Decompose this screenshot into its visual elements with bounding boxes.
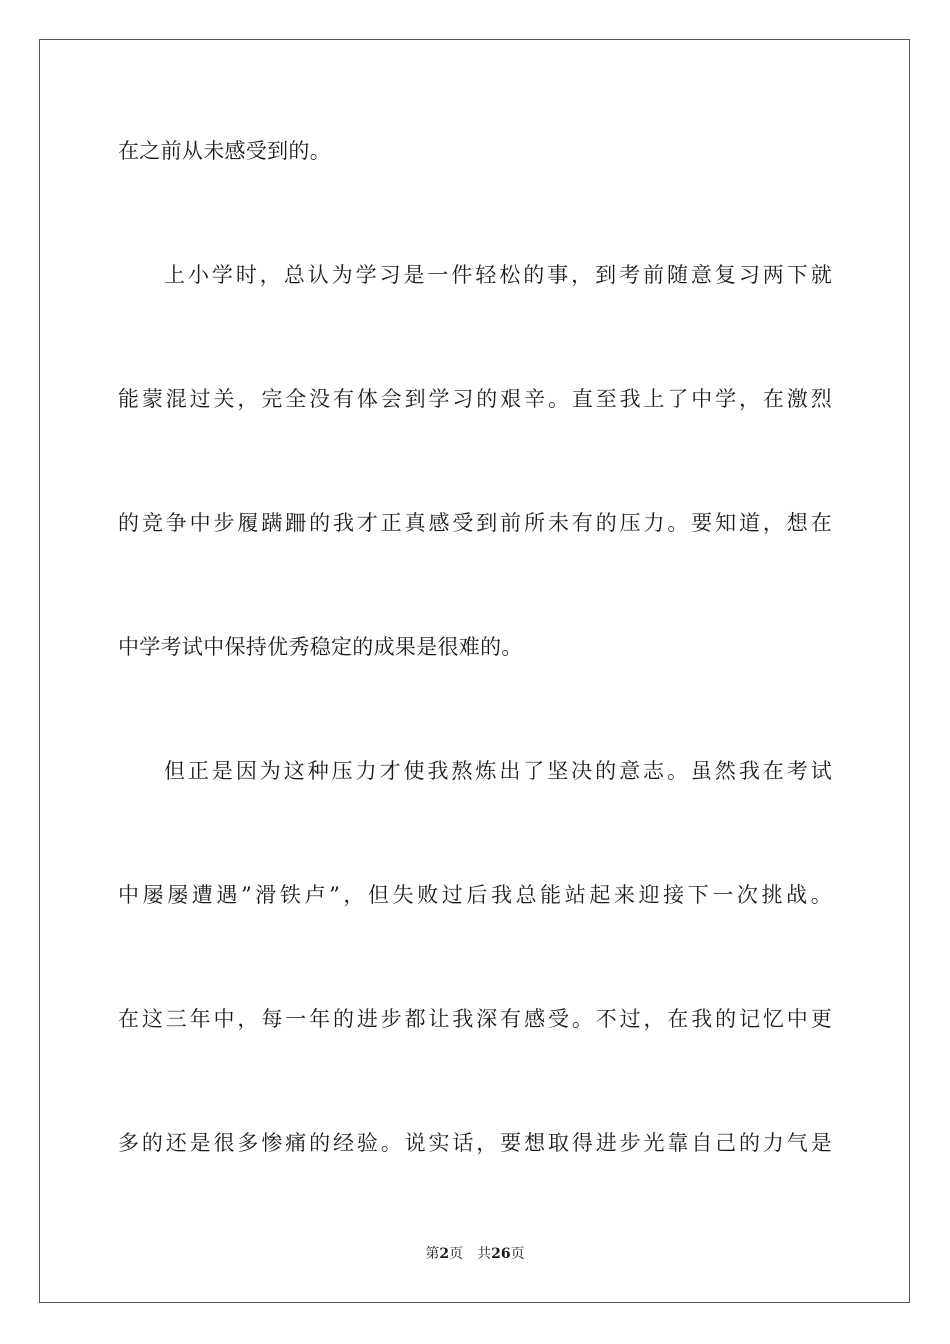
footer-page-number: 2	[439, 1246, 450, 1262]
paragraph-line: 但正是因为这种压力才使我熬炼出了坚决的意志。虽然我在考试	[164, 759, 832, 783]
paragraph-line: 中学考试中保持优秀稳定的成果是很难的。	[118, 635, 523, 659]
paragraph-line: 中屡屡遭遇”滑铁卢”，但失败过后我总能站起来迎接下一次挑战。	[118, 883, 832, 907]
footer-page-suffix: 页	[449, 1246, 464, 1262]
paragraph-line: 在之前从未感受到的。	[118, 139, 331, 163]
paragraph-line: 在这三年中，每一年的进步都让我深有感受。不过，在我的记忆中更	[118, 1007, 832, 1031]
page-footer	[0, 1244, 950, 1264]
footer-total-suffix: 页	[510, 1246, 525, 1262]
paragraph-line: 的竞争中步履蹒跚的我才正真感受到前所未有的压力。要知道，想在	[118, 511, 832, 535]
page-border	[39, 39, 910, 1303]
paragraph-line: 多的还是很多惨痛的经验。说实话，要想取得进步光靠自己的力气是	[118, 1131, 832, 1155]
paragraph-line: 能蒙混过关，完全没有体会到学习的艰辛。直至我上了中学，在激烈	[118, 387, 832, 411]
paragraph-line: 上小学时，总认为学习是一件轻松的事，到考前随意复习两下就	[164, 263, 832, 287]
footer-total-number: 26	[491, 1246, 511, 1262]
footer-page-prefix: 第	[425, 1246, 440, 1262]
footer-total-prefix: 共	[477, 1246, 492, 1262]
